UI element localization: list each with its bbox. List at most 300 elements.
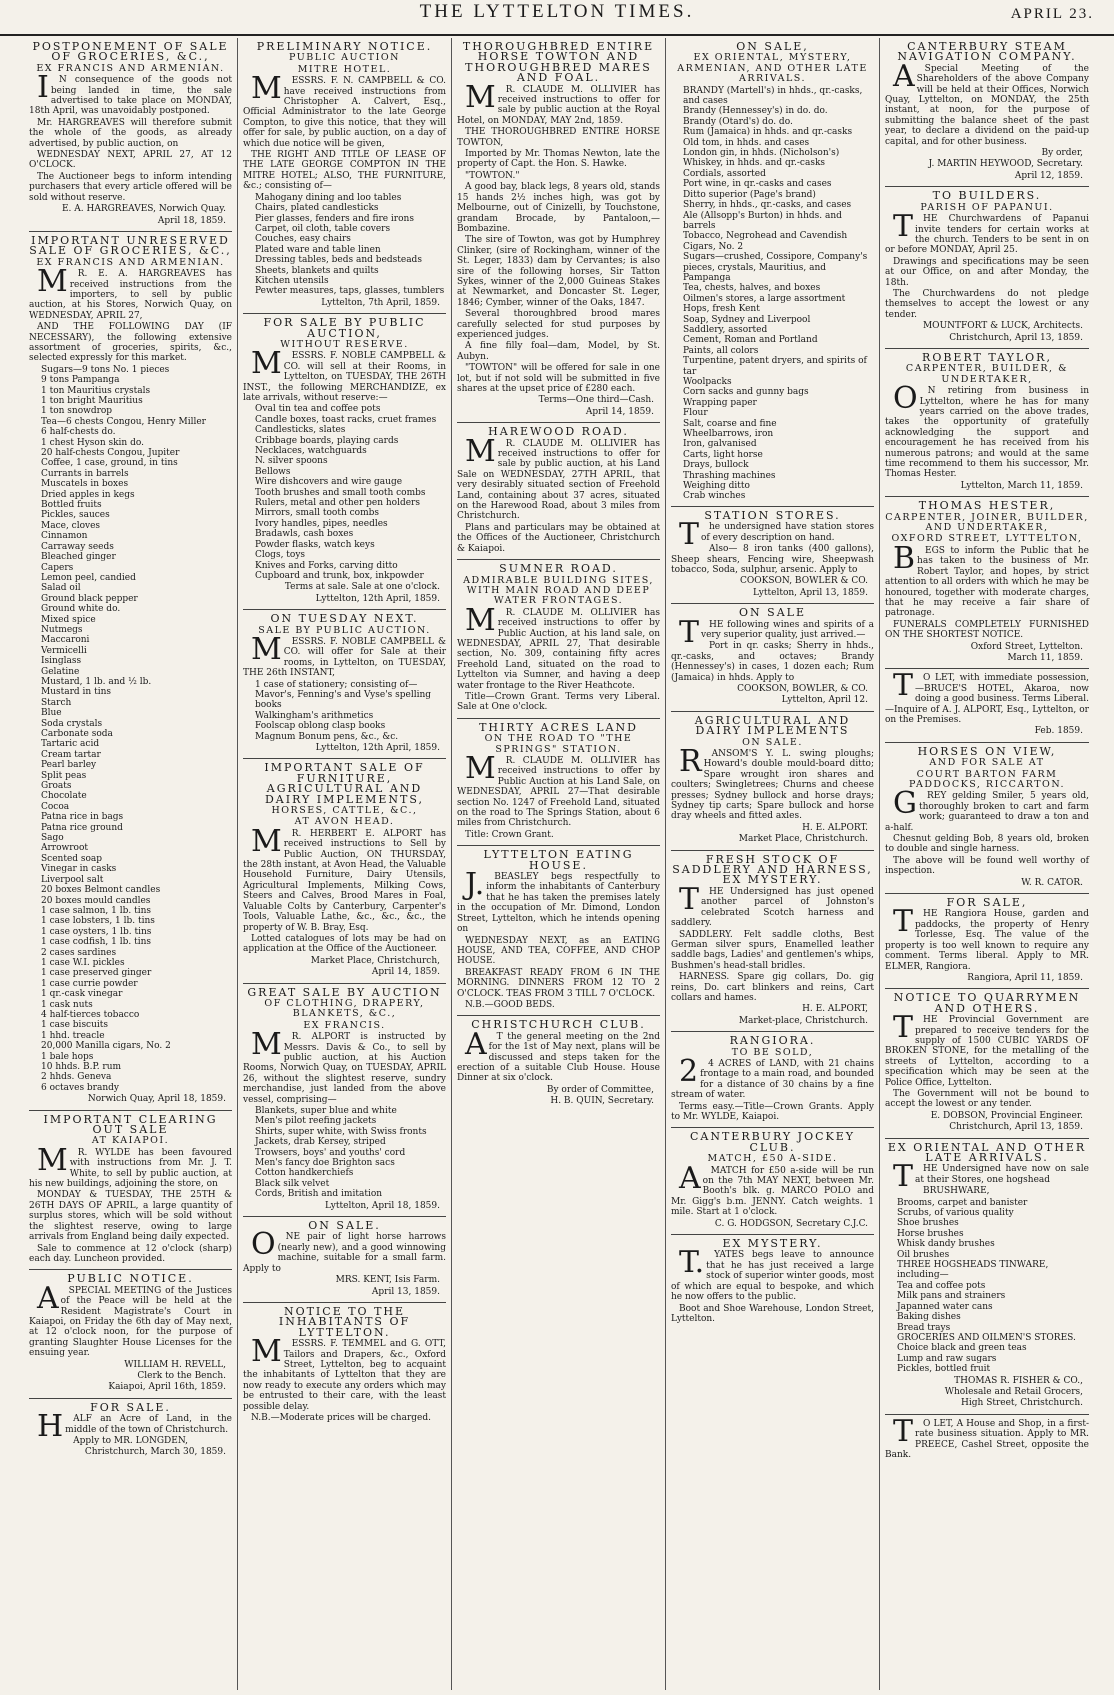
advertisement — [671, 1128, 874, 1235]
ad-heading: IMPORTANT UNRESERVED SALE OF GROCERIES, &C., — [29, 233, 232, 258]
ad-body-text: Chesnut gelding Bob, 8 years old, broken to double and single harness. — [885, 834, 1089, 855]
ad-list-item: Men's fancy doe Brighton sacs — [255, 1158, 395, 1169]
ad-list-item: Blue — [41, 708, 62, 719]
ad-list-item: Sheets, blankets and quilts — [255, 265, 379, 276]
ad-body-text: MR. CLAUDE M. OLLIVIER has received instructions to offer for sale by public auction, at his Land Sale on WEDNESDAY, 27TH APRIL, that very desirably situated section of Freehold Land, containing about 37 acres, situated on the Harewood Road, about 3 miles from Christchurch. — [457, 433, 660, 522]
ad-list-item: Chocolate — [41, 791, 87, 802]
ad-list-item: Hops, fresh Kent — [683, 304, 760, 315]
ad-body-text: BREAKFAST READY FROM 6 IN THE MORNING. DINNERS FROM 12 TO 2 O'CLOCK. TEAS FROM 3 TILL 7 O'CLOCK. — [457, 967, 660, 999]
ad-list-item: 1 ton snowdrop — [41, 406, 113, 417]
advertisement — [885, 1139, 1089, 1415]
newspaper-title: THE LYTTELTON TIMES. — [419, 1, 695, 22]
ad-list-item: 6 octaves brandy — [41, 1082, 119, 1093]
ad-signature: W. R. CATOR. — [1021, 877, 1083, 888]
ad-list-item: 1 case salmon, 1 lb. tins — [41, 905, 151, 916]
ad-list-item: Muscatels in boxes — [41, 479, 129, 490]
advertisement — [29, 1111, 232, 1271]
ad-list-item: Turpentine, patent dryers, and spirits of tar — [683, 356, 867, 377]
advertisement — [671, 604, 874, 712]
ad-list-item: Bradawls, cash boxes — [255, 529, 354, 540]
ad-signature: Market-place, Christchurch. — [738, 1015, 868, 1026]
ad-list-item: Soap, Sydney and Liverpool — [683, 314, 811, 325]
ad-list-item: N. silver spoons — [255, 456, 328, 467]
ad-body-text: A good bay, black legs, 8 years old, stands 15 hands 2½ inches high, was got by Melbourne, out of Cinizelli, by Touchstone, grandam Brocade, by Pantaloon,—Bombazine. — [457, 182, 660, 234]
ad-list-item: Nutmegs — [41, 624, 83, 635]
advertisement — [457, 423, 660, 560]
ad-signature: MRS. KENT, Isis Farm. — [335, 1275, 440, 1286]
ad-list-item: Cinnamon — [41, 531, 88, 542]
ad-heading: ON TUESDAY NEXT. — [270, 612, 419, 626]
ad-body-text: WEDNESDAY NEXT, APRIL 27, AT 12 O'CLOCK. — [29, 150, 232, 171]
ad-list-item: Thrashing machines — [683, 470, 776, 481]
ad-heading: FRESH STOCK OF SADDLERY AND HARNESS, EX MYSTERY. — [672, 852, 873, 887]
ad-signature: E. DOBSON, Provincial Engineer. — [930, 1110, 1083, 1121]
ad-body-text: The Churchwardens do not pledge themselves to accept the lowest or any tender. — [885, 288, 1089, 320]
ad-heading: OF CLOTHING, DRAPERY, BLANKETS, &C., — [264, 997, 425, 1020]
ad-list-item: Carraway seeds — [41, 541, 114, 552]
ad-list-item: Woolpacks — [683, 377, 732, 387]
ad-heading: HORSES, CATTLE, &C., — [271, 805, 418, 817]
ad-body-text: MR. HERBERT E. ALPORT has received instructions to Sell by Public Auction, ON THURSDAY, the 28th instant, at Avon Head, the Valuable Household Furniture, Dairy Utensils, Agricultural Implements, Milking Cows, Steers and Calves, Brood Mares in Foal, Valuable Colts by Canterbury, Carpenter's Tools, Valuable Lathe, &c., &c., &c., the property of W. B. Bray, Esq. — [243, 823, 446, 933]
ad-body-text: ASpecial Meeting of the Shareholders of the above Company will be held at their Offices, Norwich Quay, Lyttelton, on MONDAY, the 25th instant, at noon, for the purpose of submitting the balance sheet of the past year, to declare a dividend on the paid-up capital, and for other business. — [885, 58, 1089, 147]
ad-body-text: MESSRS. F. TEMMEL and G. OTT, Tailors and Drapers, &c., Oxford Street, Lyttelton, beg to acquaint the inhabitants of Lyttelton that they are now ready to execute any orders which may be entrusted to their care, with the least possible delay. — [243, 1334, 446, 1412]
ad-body-text: The Auctioneer begs to inform intending purchasers that every article offered will be sold without reserve. — [29, 171, 232, 203]
ad-heading: CARPENTER, BUILDER, & UNDERTAKER, — [905, 363, 1069, 385]
ad-list-item: Pickles, bottled fruit — [897, 1364, 991, 1375]
ad-list-item: Wheelbarrows, iron — [683, 429, 774, 440]
ad-body-text: Boot and Shoe Warehouse, London Street, Lyttelton. — [671, 1303, 874, 1324]
ad-list-item: 1 case oysters, 1 lb. tins — [41, 926, 152, 937]
ad-list-item: THREE HOGSHEADS TINWARE, including— — [897, 1260, 1049, 1281]
ad-signature: April 13, 1859. — [371, 1286, 440, 1297]
ad-signature: J. MARTIN HEYWOOD, Secretary. — [928, 159, 1083, 170]
ad-signature: Christchurch, April 13, 1859. — [949, 1122, 1083, 1133]
ad-body-text: 24 ACRES of LAND, with 21 chains frontage to a main road, and bounded for a distance of 30 chains by a fine stream of water. — [671, 1053, 874, 1101]
ad-list-item: 1 chest Hyson skin do. — [41, 437, 144, 448]
ad-list-item: Brandy (Hennessey's) in do. do. — [683, 106, 828, 117]
advertisement — [885, 497, 1089, 669]
ad-signature: Christchurch, April 13, 1859. — [949, 332, 1083, 343]
ad-body-text: Title—Crown Grant. Terms very Liberal. Sale at One o'clock. — [457, 691, 660, 713]
ad-heading: AT KAIAPOI. — [91, 1135, 170, 1147]
ad-list-item: Cotton handkerchiefs — [255, 1168, 354, 1179]
ad-list-item: Pickles, sauces — [41, 510, 110, 521]
ad-body-text: MR. WYLDE has been favoured with instructions from Mr. J. T. White, to sell by public auction, at his new buildings, adjoining the store, on — [29, 1142, 232, 1190]
advertisement — [885, 1415, 1089, 1466]
ad-heading: HAREWOOD ROAD. — [488, 425, 629, 439]
ad-list-item: Pewter measures, taps, glasses, tumblers — [255, 286, 445, 297]
ad-list-item: 1 case codfish, 1 lb. tins — [41, 937, 152, 948]
ad-list-item: Mustard, 1 lb. and ½ lb. — [41, 676, 152, 687]
columns — [24, 38, 1094, 1690]
ad-heading: FOR SALE BY PUBLIC AUCTION, — [263, 316, 426, 340]
advertisement — [885, 989, 1089, 1138]
ad-body-text: Mr. HARGREAVES will therefore submit the whole of the goods, as already advertised, by public auction, on — [29, 117, 232, 149]
ad-body-text: THE following wines and spirits of a very superior quality, just arrived.— — [679, 614, 874, 650]
ad-list-item: 20 boxes mould candles — [41, 895, 151, 906]
ad-heading: FOR SALE. — [90, 1400, 171, 1414]
ad-heading: ROBERT TAYLOR, — [922, 350, 1052, 364]
ad-heading: POSTPONEMENT OF SALE OF GROCERIES, &C., — [32, 40, 229, 64]
ad-list-item: Dressing tables, beds and bedsteads — [255, 255, 422, 266]
column — [452, 38, 666, 1690]
ad-heading: MITRE HOTEL. — [297, 63, 392, 75]
ad-body-text: The above will be found well worthy of inspection. — [885, 855, 1089, 877]
ad-heading: PUBLIC AUCTION — [289, 52, 400, 64]
ad-body-text: Imported by Mr. Thomas Newton, late the property of Capt. the Hon. S. Hawke. — [457, 149, 660, 170]
ad-signature: Feb. 1859. — [1034, 726, 1083, 737]
ad-heading: SUMNER ROAD. — [499, 562, 618, 576]
issue-date: APRIL 23. — [1010, 6, 1094, 22]
ad-heading: EX FRANCIS. — [303, 1019, 386, 1031]
ad-body-text: THE Undersigned has just opened another parcel of Johnston's celebrated Scotch harness and saddlery. — [671, 881, 874, 929]
ad-body-text: The sire of Towton, was got by Humphrey Clinker, (sire of Rockingham, winner of the St. Leger, 1833) dam by Cervantes; is also sire of the following horses, Sir Tatton Sykes, winner of the 2,000 Guineas Stakes at Newmarket, and Doncaster St. Leger, 1846; Cymber, winner of the Oaks, 1847. — [457, 235, 660, 308]
masthead — [0, 0, 1114, 36]
ad-list-item: Cordials, assorted — [683, 168, 766, 179]
ad-signature: COOKSON, BOWLER, & CO. — [737, 683, 868, 694]
column — [666, 38, 880, 1690]
ad-list-item: GROCERIES AND OILMEN'S STORES. — [897, 1332, 1076, 1343]
ad-list-item: 1 case preserved ginger — [41, 968, 152, 979]
ad-list-item: Cream tartar — [41, 749, 101, 760]
column — [24, 38, 238, 1690]
ad-list-item: Bleached ginger — [41, 552, 116, 563]
ad-list-item: Liverpool salt — [41, 874, 104, 885]
ad-signature: THOMAS R. FISHER & CO., — [954, 1375, 1083, 1386]
ad-heading: EX ORIENTAL AND OTHER LATE ARRIVALS. — [887, 1140, 1087, 1164]
ad-list-item: Blankets, super blue and white — [255, 1106, 397, 1116]
ad-list-item: Tobacco, Negrohead and Cavendish — [683, 231, 848, 242]
ad-body-text: MONDAY & TUESDAY, THE 25TH & 26TH DAYS OF APRIL, a large quantity of surplus stores, which will be sold without the slightest reserve, owing to large arrivals from England being daily expected. — [29, 1190, 232, 1243]
ad-list-item: Tea—6 chests Congou, Henry Miller — [41, 416, 206, 427]
ad-list-item: Sugars—9 tons No. 1 pieces — [41, 364, 170, 375]
ad-list-item: Japanned water cans — [897, 1301, 993, 1312]
ad-body-text: SADDLERY. Felt saddle cloths, Best German silver spurs, Enamelled leather saddle bags, Ladies' and gentlemen's whips, Bushmen's head-stall bridles. — [671, 929, 874, 971]
ad-heading: THOMAS HESTER, — [918, 499, 1056, 513]
ad-list-item: Ale (Allsopp's Burton) in hhds. and barrels — [683, 210, 842, 231]
ad-signature: By order, — [1041, 148, 1083, 159]
ad-list-item: 1 cask nuts — [41, 999, 93, 1010]
advertisement — [885, 894, 1089, 989]
ad-signature: Lyttelton, April 13, 1859. — [752, 587, 868, 598]
ad-list-item: Maccaroni — [41, 635, 90, 646]
ad-heading: EX ORIENTAL, MYSTERY, ARMENIAN, AND OTHER LATE ARRIVALS. — [677, 52, 868, 85]
ad-list-item: Old tom, in hhds. and cases — [683, 137, 810, 148]
ad-body-text: TO LET, with immediate possession,—BRUCE'S HOTEL, Akaroa, now doing a good business. Terms Liberal.—Inquire of A. J. ALPORT, Esq., Lyttelton, or on the Premises. — [885, 668, 1089, 725]
ad-list-item: 1 hhd. treacle — [41, 1030, 105, 1041]
ad-list-item: Patna rice ground — [41, 822, 123, 833]
ad-signature: March 11, 1859. — [1007, 652, 1083, 663]
ad-heading: LYTTELTON EATING HOUSE. — [483, 848, 634, 872]
ad-list-item: Couches, easy chairs — [255, 234, 351, 245]
ad-heading: THIRTY ACRES LAND — [479, 720, 638, 734]
advertisement — [243, 1303, 446, 1428]
ad-heading: EX FRANCIS AND ARMENIAN. — [36, 62, 225, 74]
ad-list-item: Dried apples in kegs — [41, 489, 135, 500]
ad-list-item: Foolscap oblong clasp books — [255, 721, 386, 732]
ad-signature: Market Place, Christchurch. — [738, 834, 868, 845]
ad-signature: Lyttelton, April 18, 1859. — [324, 1200, 440, 1211]
column — [880, 38, 1094, 1690]
advertisement — [671, 1235, 874, 1329]
ad-signature: Terms at sale. Sale at one o'clock. — [284, 582, 440, 593]
ad-heading: ON SALE, — [736, 40, 809, 53]
ad-list-item: Groats — [41, 781, 72, 792]
ad-signature: Norwich Quay, April 18, 1859. — [87, 1094, 226, 1105]
ad-list-item: Clogs, toys — [255, 550, 306, 561]
ad-body-text: Apply to MR. LONGDEN, — [73, 1436, 188, 1446]
ad-signature: Rangiora, April 11, 1859. — [967, 972, 1083, 983]
ad-list-item: Soda crystals — [41, 718, 103, 729]
ad-list-item: Iron, galvanised — [683, 439, 757, 450]
ad-list-item: 6 half-chests do. — [41, 427, 116, 438]
ad-list-item: Gelatine — [41, 666, 80, 677]
ad-heading: ON SALE. — [308, 1219, 381, 1233]
ad-list-item: Salt, coarse and fine — [683, 418, 777, 429]
ad-list-item: Lump and raw sugars — [897, 1353, 997, 1364]
ad-list-item: Currants in barrels — [41, 468, 129, 479]
ad-body-text: N.B.—GOOD BEDS. — [465, 999, 555, 1010]
ad-list-item: Carbonate soda — [41, 729, 113, 739]
ad-body-text: ONE pair of light horse harrows (nearly new), and a good winnowing machine, suitable for a small farm. Apply to — [243, 1227, 446, 1274]
ad-signature: Market Place, Christchurch, — [310, 955, 440, 966]
ad-list-item: Salad oil — [41, 583, 81, 594]
ad-body-text: MESSRS. F. N. CAMPBELL & CO. have received instructions from Christopher A. Calvert, Esq., Official Administrator to the late George Compton, to give this notice, that they will offer for sale, by public auction, on a day of which due notice will be given, — [243, 71, 446, 149]
ad-list-item: 2 cases sardines — [41, 947, 117, 958]
ad-list-item: 1 case biscuits — [41, 1020, 109, 1031]
ad-list-item: 1 bale hops — [41, 1051, 94, 1062]
advertisement — [885, 187, 1089, 349]
ad-list-item: Ditto superior (Page's brand) — [683, 189, 816, 200]
ad-list-item: Tea and coffee pots — [897, 1280, 986, 1291]
ad-list-item: Milk pans and strainers — [897, 1291, 1006, 1302]
ad-signature: April 12, 1859. — [1014, 170, 1083, 181]
ad-list-item: Bread trays — [897, 1322, 951, 1333]
ad-heading: FOR SALE, — [946, 896, 1028, 910]
ad-heading: WITHOUT RESERVE. — [280, 338, 409, 350]
ad-list-item: Mirrors, small tooth combs — [255, 508, 379, 519]
ad-list-item: Bellows — [255, 466, 291, 477]
ad-signature: Lyttelton, April 12. — [781, 695, 868, 706]
ad-body-text: A fine filly foal—dam, Model, by St. Aubyn. — [457, 341, 660, 362]
ad-list-item: Sherry, in hhds., qr.-casks, and cases — [683, 200, 852, 211]
ad-list-item: Mixed spice — [41, 614, 96, 625]
advertisement — [243, 314, 446, 610]
ad-signature: WILLIAM H. REVELL, — [124, 1359, 226, 1370]
ad-list-item: Sugars—crushed, Cossipore, Company's pieces, crystals, Mauritius, and Pampanga — [683, 252, 868, 283]
ad-list-item: Saddlery, assorted — [683, 324, 768, 335]
ad-body-text: BRUSHWARE, — [923, 1186, 990, 1197]
ad-list-item: 1 ton bright Mauritius — [41, 396, 143, 406]
ad-list-item: Jackets, drab Kersey, striped — [255, 1137, 386, 1148]
ad-list-item: Powder flasks, watch keys — [255, 539, 375, 550]
ad-list-item: Horse brushes — [897, 1228, 964, 1239]
ad-body-text: J.BEASLEY begs respectfully to inform the inhabitants of Canterbury that he has taken the premises lately in the occupation of Mr. Dimond, London Street, Lyttelton, which he intends opening on — [457, 867, 660, 935]
ad-list-item: Candlesticks, slates — [255, 425, 346, 436]
ad-list-item: Flour — [683, 408, 708, 419]
ad-list-item: Tea, chests, halves, and boxes — [683, 283, 821, 294]
ad-signature: MOUNTFORT & LUCK, Architects. — [922, 321, 1083, 332]
ad-body-text: THE RIGHT AND TITLE OF LEASE OF THE LATE GEORGE COMPTON IN THE MITRE HOTEL; ALSO, THE FURNITURE, &c.; consisting of— — [243, 150, 446, 192]
ad-list-item: Sago — [41, 833, 64, 844]
ad-heading: TO BUILDERS. — [932, 189, 1042, 203]
ad-heading: EX MYSTERY. — [722, 1237, 823, 1251]
ad-list-item: 20,000 Manilla cigars, No. 2 — [41, 1041, 171, 1052]
ad-list-item: Vinegar in casks — [41, 864, 117, 875]
ad-list-item: Necklaces, watchguards — [255, 446, 367, 457]
ad-list-item: Mace, cloves — [41, 520, 101, 531]
ad-list-item: Bottled fruits — [41, 500, 102, 511]
ad-body-text: MR. E. A. HARGREAVES has received instructions from the importers, to sell by public auction, at his Stores, Norwich Quay, on WEDNESDAY, APRIL 27, — [29, 264, 232, 321]
ad-list-item: Oval tin tea and coffee pots — [255, 404, 381, 415]
ad-body-text: Title: Crown Grant. — [465, 829, 554, 840]
ad-list-item: Chairs, plated candlesticks — [255, 203, 379, 214]
ad-body-text: Terms easy.—Title—Crown Grants. Apply to Mr. WYLDE, Kaiapoi. — [671, 1101, 874, 1122]
ad-signature: April 14, 1859. — [585, 406, 654, 417]
advertisement — [671, 38, 874, 507]
ad-list-item: Shirts, super white, with Swiss fronts — [255, 1126, 427, 1137]
ad-body-text: AND THE FOLLOWING DAY (IF NECESSARY), the following extensive assortment of groceries, spirits, &c., selected expressly for this market. — [29, 322, 232, 364]
ad-list-item: Paints, all colors — [683, 345, 759, 356]
ad-signature: April 14, 1859. — [371, 967, 440, 978]
ad-signature: Lyttelton, 7th April, 1859. — [321, 297, 440, 308]
ad-body-text: BEGS to inform the Public that he has taken to the business of Mr. Robert Taylor, and hopes, by strict attention to all orders with which he may be honoured, together with moderate charges, that he may receive a fair share of patronage. — [885, 540, 1089, 619]
ad-list-item: Tooth brushes and small tooth combs — [255, 487, 426, 498]
ad-list-item: Whiskey, in hhds. and qr.-casks — [683, 158, 826, 169]
ad-body-text: HALF an Acre of Land, in the middle of the town of Christchurch. — [37, 1409, 232, 1445]
ad-list-item: Whisk dandy brushes — [897, 1239, 995, 1250]
ad-list-item: Split peas — [41, 770, 87, 781]
advertisement — [885, 38, 1089, 187]
ad-heading: HORSES ON VIEW, — [917, 744, 1057, 758]
ad-list-item: Candle boxes, toast racks, cruet frames — [255, 414, 437, 425]
ad-heading: RANGIORA. — [729, 1034, 816, 1048]
ad-list-item: Patna rice in bags — [41, 812, 124, 823]
ad-list-item: Crab winches — [683, 491, 746, 502]
ad-heading: NOTICE TO THE INHABITANTS OF LYTTELTON. — [278, 1304, 411, 1339]
ad-body-text: MESSRS. F. NOBLE CAMPBELL & CO. will sell at their Rooms, in Lyttelton, on TUESDAY, THE 26TH INST., the following MERCHANDIZE, ex late arrivals, without reserve:— — [243, 346, 446, 403]
ad-signature: High Street, Christchurch. — [961, 1398, 1083, 1409]
advertisement — [29, 232, 232, 1111]
ad-list-item: 20 boxes Belmont candles — [41, 885, 161, 896]
ad-body-text: THE Undersigned have now on sale at their Stores, one hogshead — [893, 1159, 1089, 1195]
ad-list-item: Ivory handles, pipes, needles — [255, 518, 388, 529]
ad-list-item: Capers — [41, 562, 74, 573]
ad-heading: PRELIMINARY NOTICE. — [256, 40, 433, 53]
ad-heading: AT AVON HEAD. — [294, 816, 395, 828]
ad-list-item: Wrapping paper — [683, 397, 757, 408]
ad-list-item: Cocoa — [41, 801, 70, 812]
ad-signature: Oxford Street, Lyttelton. — [970, 641, 1083, 652]
ad-body-text: GREY gelding Smiler, 5 years old, thoroughly broken to cart and farm work; guaranteed to draw a ton and a-half. — [885, 786, 1089, 833]
ad-body-text: T.YATES begs leave to announce that he has just received a large stock of superior winter goods, most of which are equal to bespoke, and which he now offers to the public. — [671, 1245, 874, 1303]
ad-list-item: Carts, light horse — [683, 449, 763, 460]
ad-list-item: Cupboard and trunk, box, inkpowder — [255, 570, 424, 581]
ad-list-item: Baking dishes — [897, 1312, 961, 1323]
ad-list-item: Men's pilot reefing jackets — [255, 1116, 377, 1127]
advertisement — [885, 669, 1089, 742]
ad-list-item: Drays, bullock — [683, 460, 749, 471]
ad-signature: COOKSON, BOWLER & CO. — [740, 576, 868, 587]
ad-heading: PUBLIC NOTICE. — [67, 1272, 194, 1286]
ad-heading: SALE BY PUBLIC AUCTION. — [258, 624, 431, 636]
ad-heading: AGRICULTURAL AND DAIRY IMPLEMENTS — [694, 713, 851, 738]
ad-list-item: 2 hhds. Geneva — [41, 1072, 112, 1083]
ad-body-text: Port in qr. casks; Sherry in hhds., qr.-casks, and octaves; Brandy (Hennessey's) in cases, 1 dozen each; Rum (Jamaica) in hhds. Apply to — [671, 641, 874, 683]
ad-body-text: Sale to commence at 12 o'clock (sharp) each day. Luncheon provided. — [29, 1243, 232, 1264]
ad-list-item: 1 case lobsters, 1 lb. tins — [41, 916, 155, 927]
advertisement — [243, 610, 446, 759]
ad-list-item: Shoe brushes — [897, 1218, 959, 1229]
ad-body-text: MR. CLAUDE M. OLLIVIER has received instructions to offer by Public Auction at his Land Sale, on WEDNESDAY, APRIL 27—That desirable section No. 1247 of Freehold Land, situated on the road to The Springs Station, about 6 miles from Christchurch. — [457, 751, 660, 829]
ad-list-item: Scented soap — [41, 853, 103, 864]
ad-heading: EX FRANCIS AND ARMENIAN. — [36, 256, 225, 268]
ad-body-text: Lotted catalogues of lots may be had on application at the Office of the Auctioneer. — [243, 933, 446, 955]
ad-list-item: Knives and Forks, carving ditto — [255, 560, 398, 571]
ad-body-text: Several thoroughbred brood mares carefully selected for stud purposes by experienced judges. — [457, 309, 660, 340]
advertisement — [243, 1217, 446, 1303]
advertisement — [29, 1399, 232, 1463]
ad-list-item: 1 case currie powder — [41, 978, 138, 989]
ad-list-item: 4 half-tierces tobacco — [41, 1009, 140, 1020]
ad-heading: THOROUGHBRED ENTIRE HORSE TOWTON AND THOROUGHBRED MARES AND FOAL. — [462, 40, 655, 85]
ad-heading: PARISH OF PAPANUI. — [920, 201, 1054, 213]
ad-list-item: Trowsers, boys' and youths' cord — [255, 1147, 406, 1158]
ad-heading: ON SALE. — [742, 736, 803, 748]
ad-list-item: 1 ton Mauritius crystals — [41, 385, 151, 396]
ad-body-text: THE Provincial Government are prepared to receive tenders for the supply of 1500 CUBIC YARDS OF BROKEN STONE, for the metalling of the streets of Lyttelton, according to a specification which may be seen at the Police Office, Lyttelton. — [885, 1010, 1089, 1088]
ad-body-text: Drawings and specifications may be seen at our Office, on and after Monday, the 18th. — [885, 256, 1089, 288]
ad-list-item: Isinglass — [41, 656, 82, 667]
ad-list-item: London gin, in hhds. (Nicholson's) — [683, 148, 840, 159]
ad-list-item: Carpet, oil cloth, table covers — [255, 223, 391, 234]
ad-list-item: Cords, British and imitation — [255, 1189, 383, 1200]
ad-list-item: Weighing ditto — [683, 481, 750, 492]
ad-heading: NOTICE TO QUARRYMEN AND OTHERS. — [893, 991, 1081, 1015]
ad-list-item: Cement, Roman and Portland — [683, 335, 818, 346]
ad-list-item: Vermicelli — [41, 645, 87, 656]
ad-body-text: THE THOROUGHBRED ENTIRE HORSE TOWTON, — [457, 127, 660, 148]
ad-body-text: MR. CLAUDE M. OLLIVIER has received instructions to offer by Public Auction, at his land sale, on WEDNESDAY, APRIL 27, That desirable section, No. 309, containing fifty acres Freehold Land, situated on the road to Lyttelton via Sumner, and having a deep water frontage to the River Heathcote. — [457, 602, 660, 691]
advertisement — [457, 719, 660, 846]
ad-list-item: Rulers, metal and other pen holders — [255, 498, 420, 509]
ad-heading: CHRISTCHURCH CLUB. — [471, 1018, 646, 1032]
ad-signature: H. E. ALPORT. — [802, 822, 868, 833]
ad-list-item: Mahogany dining and loo tables — [255, 192, 402, 203]
ad-heading: TO BE SOLD, — [731, 1046, 814, 1058]
ad-heading: CARPENTER, JOINER, BUILDER, AND UNDERTAKER, — [885, 511, 1089, 534]
ad-list-item: Pearl barley — [41, 760, 97, 771]
advertisement — [671, 712, 874, 851]
ad-list-item: Tartaric acid — [41, 739, 100, 750]
ad-list-item: Corn sacks and gunny bags — [683, 387, 809, 398]
ad-signature: By order of Committee, — [546, 1084, 654, 1095]
ad-signature: Clerk to the Bench. — [137, 1370, 226, 1381]
ad-list-item: Black silk velvet — [255, 1178, 330, 1189]
ad-list-item: Brooms, carpet and banister — [897, 1197, 1028, 1208]
ad-list-item: Lemon peel, candied — [41, 572, 136, 583]
ad-list-item: Cigars, No. 2 — [683, 241, 744, 252]
ad-list-item: Oilmen's stores, a large assortment — [683, 293, 846, 304]
ad-heading: AND FOR SALE AT — [929, 757, 1045, 769]
ad-signature: Wholesale and Retail Grocers, — [944, 1386, 1083, 1397]
ad-heading: CANTERBURY JOCKEY CLUB. — [689, 1130, 856, 1154]
ad-list-item: Arrowroot — [41, 843, 88, 854]
ad-list-item: 1 case of stationery; consisting of— — [255, 679, 418, 690]
ad-body-text: Plans and particulars may be obtained at the Offices of the Auctioneer, Christchurch & Kaiapoi. — [457, 522, 660, 554]
ad-list-item: Port wine, in qr.-casks and cases — [683, 179, 832, 190]
advertisement — [243, 984, 446, 1218]
